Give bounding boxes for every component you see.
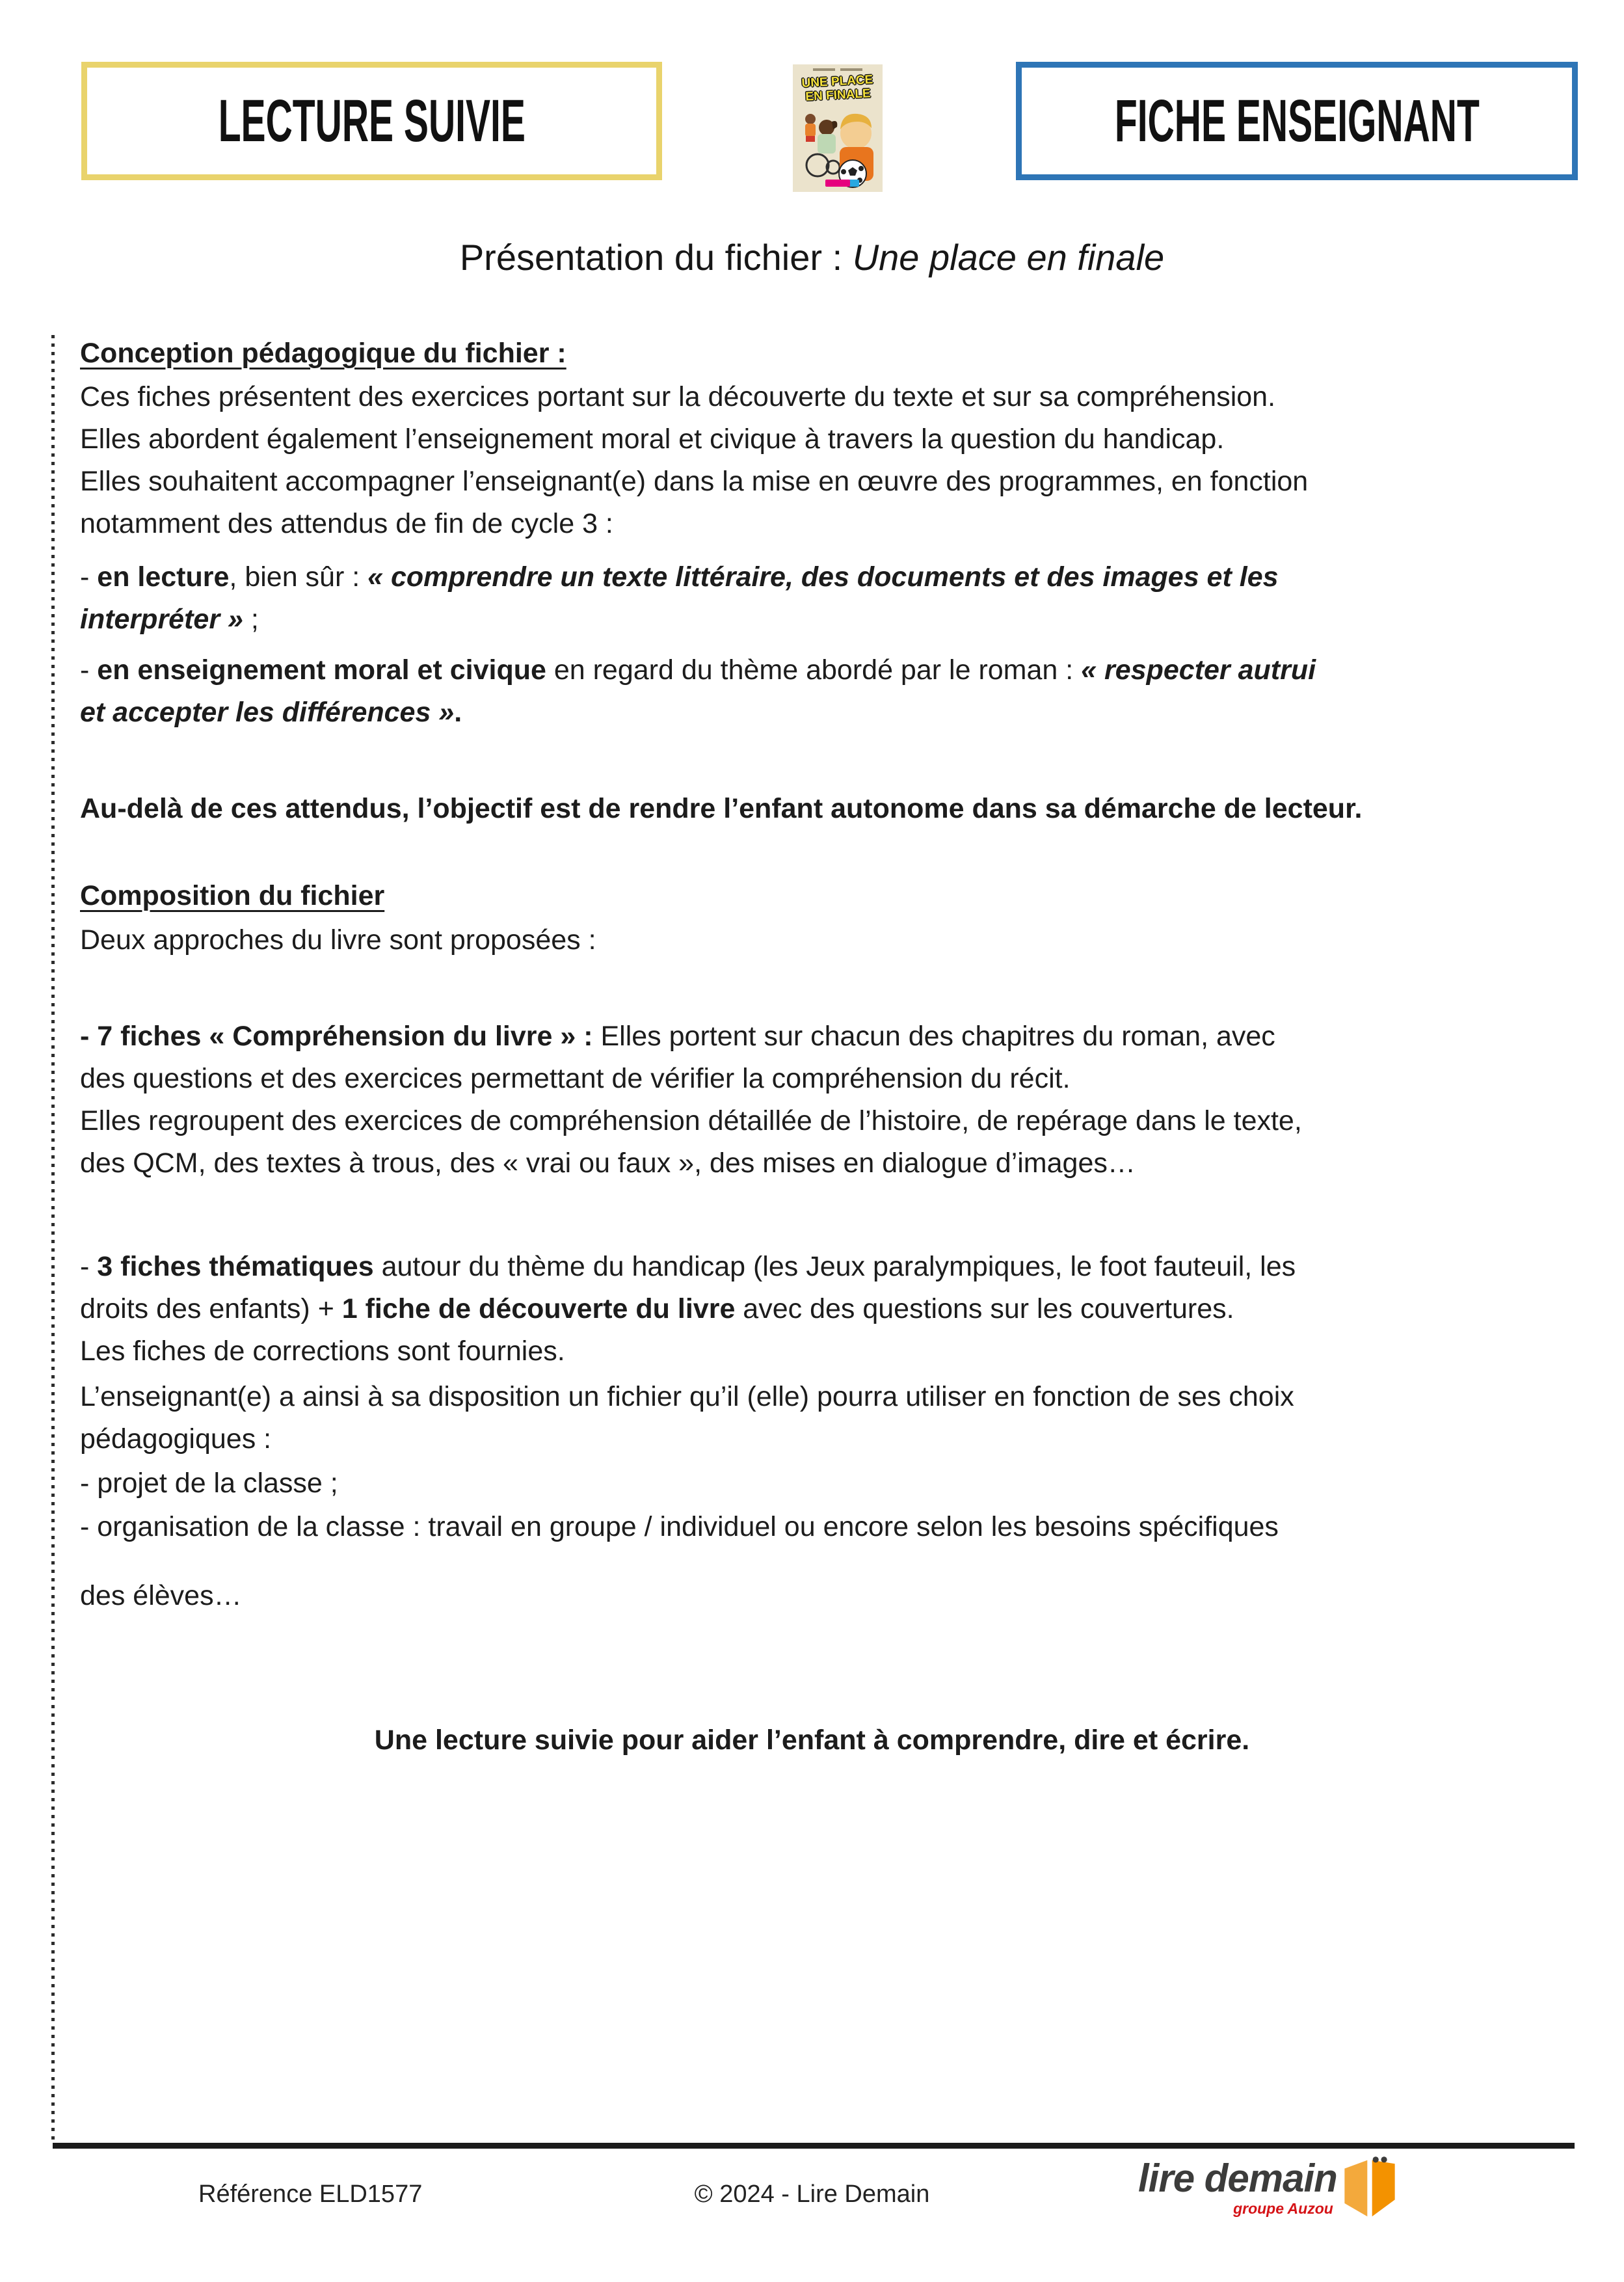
- text-line: Composition du fichier: [80, 880, 385, 911]
- cover-author-names: [793, 68, 883, 71]
- dotted-left-border: [51, 335, 55, 2143]
- footer-reference: Référence ELD1577: [198, 2181, 423, 2208]
- lire-demain-logo: [1138, 2158, 1400, 2222]
- text-line: Elles souhaitent accompagner l’enseignant(e) dans la mise en œuvre des programmes, en fonction: [80, 466, 1309, 497]
- text-line: Une lecture suivie pour aider l’enfant à comprendre, dire et écrire.: [374, 1725, 1250, 1756]
- footer-divider-line: [53, 2143, 1575, 2149]
- text-line: - organisation de la classe : travail en groupe / individuel ou encore selon les besoins spécifiques: [80, 1511, 1279, 1542]
- lire-demain-logo-text: lire demain: [1138, 2156, 1337, 2200]
- groupe-auzou-text: groupe Auzou: [1233, 2200, 1333, 2217]
- text-line: Elles regroupent des exercices de compréhension détaillée de l’histoire, de repérage dans le texte,: [80, 1105, 1302, 1136]
- text-line: - en lecture, bien sûr : « comprendre un texte littéraire, des documents et des images et les: [80, 561, 1279, 593]
- cover-title-line2: EN FINALE: [805, 87, 872, 104]
- text-line: Les fiches de corrections sont fournies.: [80, 1336, 565, 1367]
- text-line: des questions et des exercices permettant de vérifier la compréhension du récit.: [80, 1063, 1071, 1094]
- cover-publisher-mark: [825, 180, 850, 187]
- text-line: droits des enfants) + 1 fiche de découverte du livre avec des questions sur les couvertures.: [80, 1293, 1234, 1324]
- lecture-suivie-label: LECTURE SUIVIE: [218, 87, 526, 154]
- open-book-icon: [1340, 2154, 1400, 2222]
- page-title-book-name: Une place en finale: [852, 237, 1165, 278]
- text-line: interpréter » ;: [80, 604, 259, 635]
- text-line: - 3 fiches thématiques autour du thème du handicap (les Jeux paralympiques, le foot fauteuil, les: [80, 1251, 1296, 1282]
- text-line: - en enseignement moral et civique en regard du thème abordé par le roman : « respecter autrui: [80, 654, 1316, 686]
- text-line: Au-delà de ces attendus, l’objectif est de rendre l’enfant autonome dans sa démarche de lecteur.: [80, 793, 1363, 824]
- text-line: Elles abordent également l’enseignement moral et civique à travers la question du handicap.: [80, 423, 1225, 455]
- text-line: - 7 fiches « Compréhension du livre » : Elles portent sur chacun des chapitres du roman, avec: [80, 1021, 1275, 1052]
- text-line: des élèves…: [80, 1580, 242, 1611]
- book-cover-illustration: [793, 64, 883, 192]
- footer-copyright: © 2024 - Lire Demain: [694, 2181, 930, 2208]
- text-line: et accepter les différences ».: [80, 697, 462, 728]
- lecture-suivie-box: [81, 62, 662, 180]
- page-title-prefix: Présentation du fichier :: [459, 237, 853, 278]
- page-title: [0, 236, 1624, 278]
- fiche-enseignant-box: [1016, 62, 1578, 180]
- text-line: Ces fiches présentent des exercices portant sur la découverte du texte et sur sa compréhension.: [80, 381, 1276, 412]
- text-line: des QCM, des textes à trous, des « vrai ou faux », des mises en dialogue d’images…: [80, 1148, 1136, 1179]
- cover-title-line1: UNE PLACE: [801, 73, 873, 90]
- text-line: Deux approches du livre sont proposées :: [80, 924, 596, 956]
- cover-title: [793, 72, 883, 104]
- fiche-enseignant-label: FICHE ENSEIGNANT: [1114, 87, 1480, 154]
- text-line: Conception pédagogique du fichier :: [80, 338, 566, 369]
- book-cover-image: [791, 60, 885, 196]
- text-line: - projet de la classe ;: [80, 1468, 338, 1499]
- text-line: L’enseignant(e) a ainsi à sa disposition un fichier qu’il (elle) pourra utiliser en fonction de ses choix: [80, 1381, 1294, 1412]
- text-line: pédagogiques :: [80, 1423, 272, 1455]
- text-line: notamment des attendus de fin de cycle 3 :: [80, 508, 613, 539]
